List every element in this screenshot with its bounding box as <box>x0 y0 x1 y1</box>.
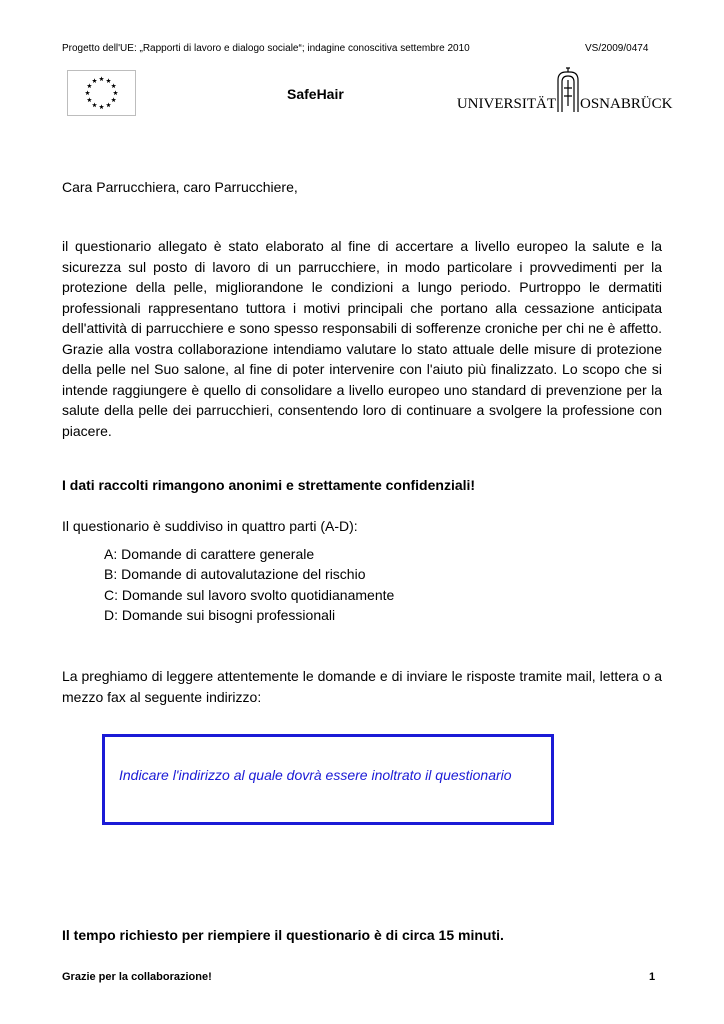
time-note: Il tempo richiesto per riempiere il questionario è di circa 15 minuti. <box>62 927 504 943</box>
document-title: SafeHair <box>287 86 344 102</box>
list-item: A: Domande di carattere generale <box>104 546 315 562</box>
list-item: B: Domande di autovalutazione del rischio <box>104 566 366 583</box>
eu-flag-icon <box>67 70 136 116</box>
header-reference: VS/2009/0474 <box>585 43 649 54</box>
header-project-line: Progetto dell'UE: „Rapporti di lavoro e dialogo sociale“; indagine conoscitiva settembre 2010 <box>62 43 470 54</box>
page-number: 1 <box>649 971 656 983</box>
parts-list <box>104 544 394 625</box>
anonymity-statement: I dati raccolti rimangono anonimi e strettamente confidenziali! <box>62 477 476 493</box>
list-item: C: Domande sul lavoro svolto quotidianamente <box>104 586 395 603</box>
parts-intro: Il questionario è suddiviso in quattro parti (A-D): <box>62 518 358 534</box>
instructions-paragraph: La preghiamo di leggere attentemente le domande e di inviare le risposte tramite mail, lettera o a mezzo fax al seguente indirizzo: <box>62 668 662 705</box>
salutation: Cara Parrucchiera, caro Parrucchiere, <box>62 179 298 195</box>
university-logo-left-text: UNIVERSITÄT <box>456 96 556 112</box>
address-placeholder: Indicare l'indirizzo al quale dovrà essere inoltrato il questionario <box>119 767 512 783</box>
address-box <box>102 734 554 825</box>
list-item: D: Domande sui bisogni professionali <box>104 606 336 623</box>
body-paragraph: il questionario allegato è stato elaborato al fine di accertare a livello europeo la salute e la sicurezza sul posto di lavoro di un parrucchiere, in modo particolare i provvedimenti per la protezione della pelle, migliorandone le condizioni a lungo periodo. Purtroppo le dermatiti professionali rappresentano tuttora i motivi principali che portano alla cessazione anticipata dell'attività di parrucchiere e sono spesso responsabili di sofferenze croniche per chi ne è affetto. Grazie alla vostra collaborazione intendiamo valutare lo stato attuale delle misure di protezione della pelle nel Suo salone, al fine di poter intervenire con l'aiuto più finalizzato. Lo scopo che si intende raggiungere è quello di consolidare a livello europeo uno standard di prevenzione per la salute della pelle dei parrucchieri, consentendo loro di continuare a svolgere la professione con piacere. <box>62 238 662 439</box>
university-logo-right-text: OSNABRÜCK <box>580 96 673 112</box>
university-osnabrueck-logo <box>456 66 673 122</box>
footer-thanks: Grazie per la collaborazione! <box>62 971 212 983</box>
